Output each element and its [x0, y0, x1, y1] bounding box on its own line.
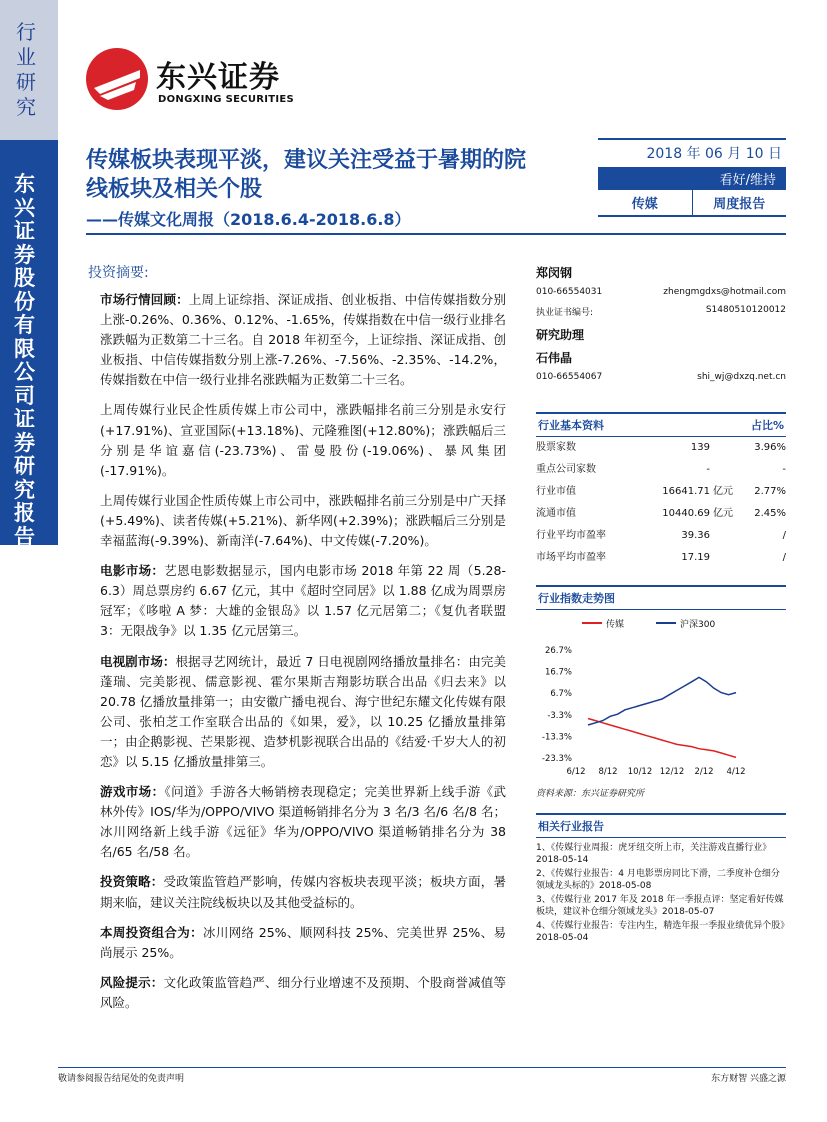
- source-note: 资料来源：东兴证券研究所: [536, 789, 645, 799]
- y-tick-label: 6.7%: [550, 689, 572, 700]
- assistant-phone: 010-66554067: [536, 372, 603, 382]
- footer-disclaimer: 敬请参阅报告结尾处的免责声明: [58, 1074, 185, 1084]
- related-report[interactable]: 1、《传媒行业周报：虎牙纽交所上市，关注游戏直播行业》 2018-05-14: [536, 843, 772, 865]
- paragraph: 游戏市场：《问道》手游各大畅销榜表现稳定；完美世界新上线手游《武林外传》IOS/华为/OPPO/VIVO 渠道畅销排名分为 3 名/3 名/6 名/8 名；冰川网络新上线手游《远征》华为/OPPO/VIVO 渠道畅销排名分为 38 名/65 名/58 名。: [100, 784, 506, 860]
- y-tick-label: 16.7%: [544, 667, 572, 678]
- tag-industry: 传媒: [598, 190, 693, 215]
- paragraph: 电视剧市场：根据寻艺网统计，最近 7 日电视剧网络播放量排名：由完美蓬瑞、完美影视、儒意影视、霍尔果斯吉翔影坊联合出品《归去来》以 20.78 亿播放量排第一；由安徽广播电视台、海宁世纪东耀文化传媒有限公司、张柏芝工作室联合出品的《如果，爱》，以 10.25 亿播放量排第一；由企鹅影视、芒果影视、造梦机影视联合出品的《结爱·千岁大人的初恋》以 5.15 亿播放量排第三。: [100, 653, 506, 769]
- sidebar-bottom-label: 东兴证券股份有限公司证券研究报告: [14, 172, 35, 549]
- related-report[interactable]: 3、《传媒行业 2017 年及 2018 年一季报点评：坚定看好传媒板块，建议补仓细分领域龙头》2018-05-07: [536, 895, 784, 917]
- table-row: 行业市值 16641.71 亿元 2.77%: [536, 486, 786, 497]
- page-footer: [58, 1067, 786, 1084]
- paragraph: 上周传媒行业国企性质传媒上市公司中，涨跌幅排名前三分别是中广天择(+5.49%)、读者传媒(+5.21%)、新华网(+2.39%)；涨跌幅后三分别是幸福蓝海(-9.39%)、新南洋(-7.64%)、中文传媒(-7.20%)。: [100, 492, 506, 549]
- x-tick-label: 12/12: [659, 767, 685, 777]
- index-chart-svg: [536, 610, 786, 780]
- legend-label: 沪深300: [680, 620, 716, 630]
- analyst-email[interactable]: zhengmgdxs@hotmail.com: [663, 287, 786, 297]
- paragraph: 上周传媒行业民企性质传媒上市公司中，涨跌幅排名前三分别是永安行(+17.91%)、宣亚国际(+13.18%)、元隆雅图(+12.80%)；涨跌幅后三分别是华谊嘉信(-23.73%)、雷曼股份(-19.06%)、暴风集团(-17.91%)。: [100, 402, 506, 478]
- analyst-cert-label: 执业证书编号:: [536, 308, 594, 318]
- company-logo: [86, 44, 346, 114]
- y-tick-label: -23.3%: [541, 754, 572, 764]
- x-tick-label: 4/12: [726, 767, 746, 777]
- x-tick-label: 6/12: [566, 767, 586, 777]
- table-row: 行业平均市盈率 39.36 /: [536, 530, 786, 541]
- right-column: [536, 262, 786, 946]
- analyst-cert: S1480510120012: [705, 305, 786, 315]
- x-tick-label: 2/12: [694, 767, 714, 777]
- paragraph: 市场行情回顾：上周上证综指、深证成指、创业板指、中信传媒指数分别上涨-0.26%、0.36%、0.12%、-1.65%，传媒指数在中信一级行业排名涨跌幅为正数第二十三名。自 2018 年初至今，上证综指、深证成指、创业板指、中信传媒指数分别上涨-7.26%、-7.56%、-2.35%、-14.2%，传媒指数在中信一级行业排名涨跌幅为正数第二十三名。: [100, 292, 506, 388]
- related-report[interactable]: 4、《传媒行业报告：专注内生，精选年报一季报业绩优异个股》2018-05-04: [536, 921, 785, 943]
- abstract-heading: 投资摘要:: [88, 265, 149, 281]
- y-tick-label: -3.3%: [547, 710, 572, 721]
- table-row: 流通市值 10440.69 亿元 2.45%: [536, 508, 786, 519]
- analyst-name: 郑闵钢: [536, 266, 573, 280]
- table-row: 重点公司家数 - -: [536, 464, 786, 475]
- x-tick-label: 8/12: [598, 767, 618, 777]
- sidebar-bottom: [0, 140, 58, 549]
- paragraph: 电影市场：艺恩电影数据显示，国内电影市场 2018 年第 22 周（5.28-6.3）周总票房约 6.67 亿元，其中《超时空同居》以 1.88 亿成为周票房冠军；《哆啦 A 梦：大雄的金银岛》以 1.57 亿元居第二；《复仇者联盟 3：无限战争》以 1.35 亿元居第三。: [100, 563, 506, 639]
- assistant-title: 研究助理: [536, 328, 585, 342]
- header-divider: [86, 233, 786, 235]
- series-line: [588, 677, 736, 725]
- table-row: 股票家数 139 3.96%: [536, 442, 786, 453]
- report-date: 2018 年 06 月 10 日: [598, 138, 786, 165]
- rating-badge: 看好/维持: [598, 167, 786, 190]
- related-report[interactable]: 2、《传媒行业报告：4 月电影票房同比下滑，二季度补仓细分领域龙头标的》2018-05-08: [536, 869, 780, 891]
- assistant-email[interactable]: shi_wj@dxzq.net.cn: [697, 372, 786, 382]
- legend-label: 传媒: [606, 620, 625, 630]
- logo-text-cn: 东兴证券: [156, 60, 280, 95]
- tag-type: 周度报告: [713, 197, 766, 212]
- paragraph: 风险提示：文化政策监管趋严、细分行业增速不及预期、个股商誉减值等风险。: [100, 974, 506, 1010]
- table-row: 市场平均市盈率 17.19 /: [536, 552, 786, 563]
- abstract-body: [100, 290, 506, 1023]
- assistant-name: 石伟晶: [536, 351, 573, 365]
- y-tick-label: -13.3%: [541, 732, 572, 743]
- logo-emblem-icon: [86, 48, 148, 110]
- y-tick-label: 26.7%: [544, 646, 572, 656]
- logo-text-en: DONGXING SECURITIES: [158, 94, 295, 105]
- chart-heading: 行业指数走势图: [536, 585, 786, 610]
- report-title: 传媒板块表现平淡，建议关注受益于暑期的院线板块及相关个股: [86, 148, 527, 202]
- report-tags: [598, 190, 786, 217]
- analyst-phone: 010-66554031: [536, 287, 603, 297]
- sidebar-top-label: 行业研究: [16, 20, 36, 119]
- footer-slogan: 东方财智 兴盛之源: [711, 1074, 786, 1084]
- fundamentals-table: [536, 437, 786, 569]
- paragraph: 本周投资组合为：冰川网络 25%、顺网科技 25%、完美世界 25%、易尚展示 25%。: [100, 924, 506, 960]
- related-heading: 相关行业报告: [536, 813, 786, 838]
- report-subtitle: ——传媒文化周报（2018.6.4-2018.6.8）: [86, 210, 411, 229]
- index-chart: [536, 610, 786, 780]
- x-tick-label: 10/12: [627, 767, 653, 777]
- sidebar-top: [0, 0, 58, 140]
- report-meta-box: [598, 138, 786, 217]
- fundamentals-heading: 行业基本资料 占比%: [536, 412, 786, 437]
- series-line: [588, 719, 736, 758]
- paragraph: 投资策略：受政策监管趋严影响，传媒内容板块表现平淡；板块方面，暑期来临，建议关注院线板块以及其他受益标的。: [100, 874, 506, 910]
